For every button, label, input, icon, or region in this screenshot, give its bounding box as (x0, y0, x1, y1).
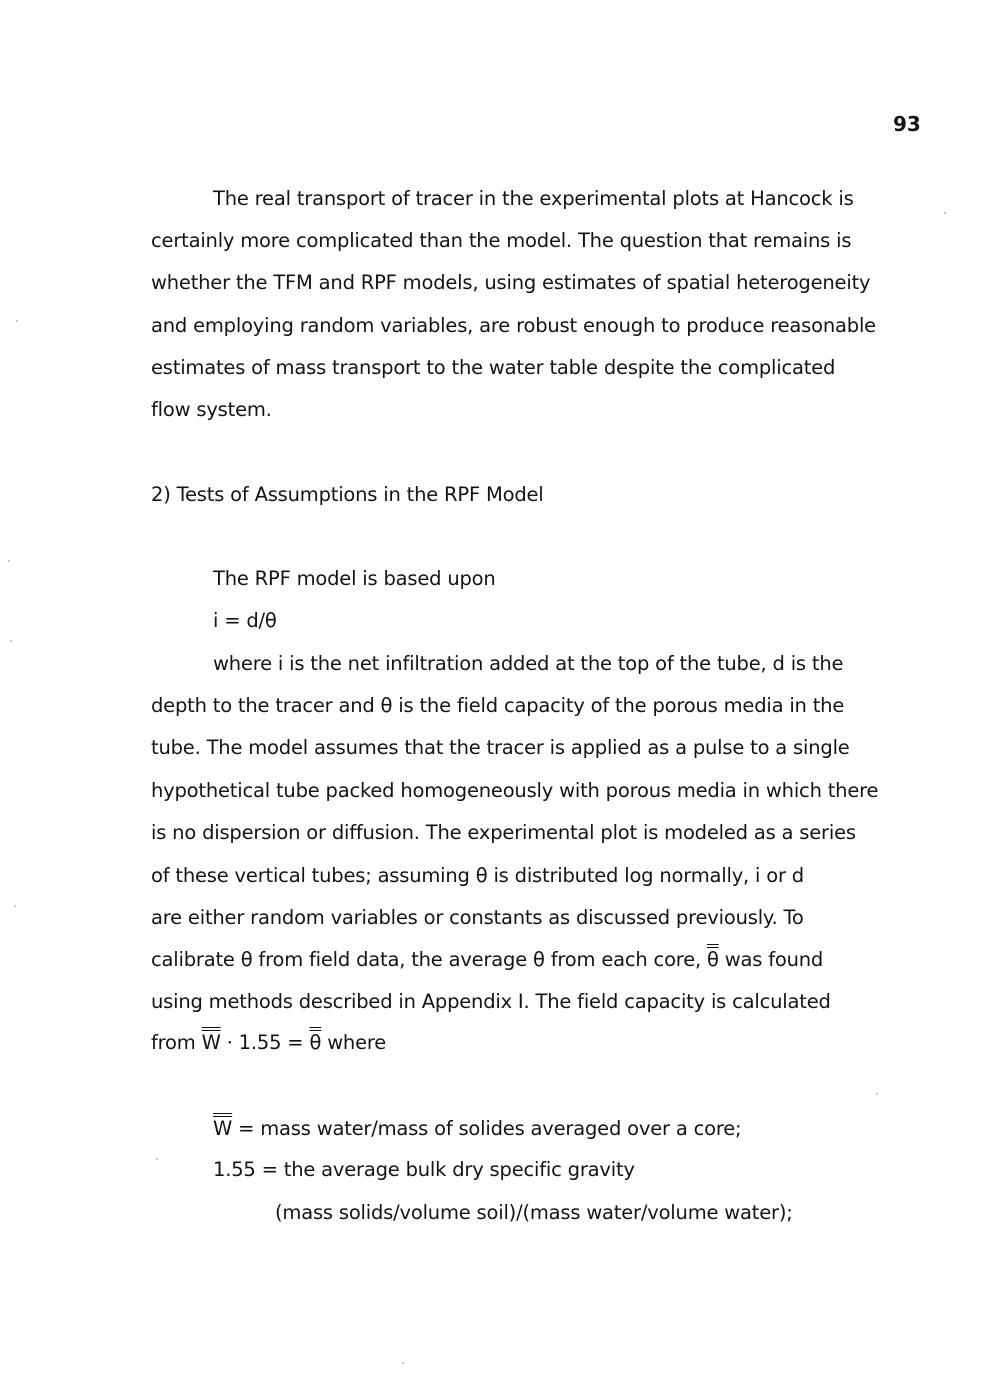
paragraph2-line-4: hypothetical tube packed homogeneously with porous media in which there (151, 779, 879, 802)
w-bar-symbol: W (201, 1031, 221, 1054)
theta-line-before: calibrate θ from field data, the average θ from each core, (151, 948, 701, 971)
paragraph1-line-1: The real transport of tracer in the experimental plots at Hancock is (213, 187, 854, 210)
scan-speck (944, 212, 946, 214)
paragraph1-line-2: certainly more complicated than the model. The question that remains is (151, 229, 852, 252)
formula-prefix: from (151, 1031, 196, 1054)
equation: i = d/θ (213, 609, 277, 632)
formula-middle: · 1.55 = (226, 1031, 304, 1054)
scan-speck (14, 905, 16, 907)
scan-speck (402, 1362, 404, 1364)
paragraph1-line-4: and employing random variables, are robust enough to produce reasonable (151, 314, 876, 337)
theta-bar-symbol: θ (707, 948, 719, 971)
formula-line (151, 1031, 386, 1054)
paragraph2-line-7: are either random variables or constants as discussed previously. To (151, 906, 804, 929)
scan-speck (876, 1093, 878, 1095)
paragraph2-line-1: where i is the net infiltration added at the top of the tube, d is the (213, 652, 844, 675)
scan-speck (10, 640, 12, 642)
paragraph2-line-3: tube. The model assumes that the tracer is applied as a pulse to a single (151, 736, 850, 759)
scan-speck (156, 1158, 158, 1160)
formula-suffix: where (327, 1031, 387, 1054)
paragraph2-line-6: of these vertical tubes; assuming θ is distributed log normally, i or d (151, 864, 804, 887)
paragraph2-line-5: is no dispersion or diffusion. The experimental plot is modeled as a series (151, 821, 856, 844)
model-intro: The RPF model is based upon (213, 567, 496, 590)
definition-gravity: 1.55 = the average bulk dry specific gravity (213, 1158, 635, 1181)
definition-w (213, 1117, 741, 1140)
definition-w-text: = mass water/mass of solides averaged over a core; (238, 1117, 742, 1140)
definition-gravity-units: (mass solids/volume soil)/(mass water/volume water); (275, 1201, 793, 1224)
theta-line-after: was found (724, 948, 824, 971)
section-heading: 2) Tests of Assumptions in the RPF Model (151, 483, 544, 506)
scan-speck (16, 320, 18, 322)
theta-bar-symbol-formula: θ (309, 1031, 322, 1054)
paragraph1-line-6: flow system. (151, 398, 272, 421)
scan-speck (8, 560, 10, 562)
paragraph1-line-3: whether the TFM and RPF models, using estimates of spatial heterogeneity (151, 271, 871, 294)
theta-line (151, 948, 823, 971)
definition-w-symbol: W (213, 1117, 233, 1140)
paragraph1-line-5: estimates of mass transport to the water table despite the complicated (151, 356, 836, 379)
page-number: 93 (893, 112, 921, 136)
appendix-line: using methods described in Appendix I. The field capacity is calculated (151, 990, 831, 1013)
paragraph2-line-2: depth to the tracer and θ is the field capacity of the porous media in the (151, 694, 845, 717)
